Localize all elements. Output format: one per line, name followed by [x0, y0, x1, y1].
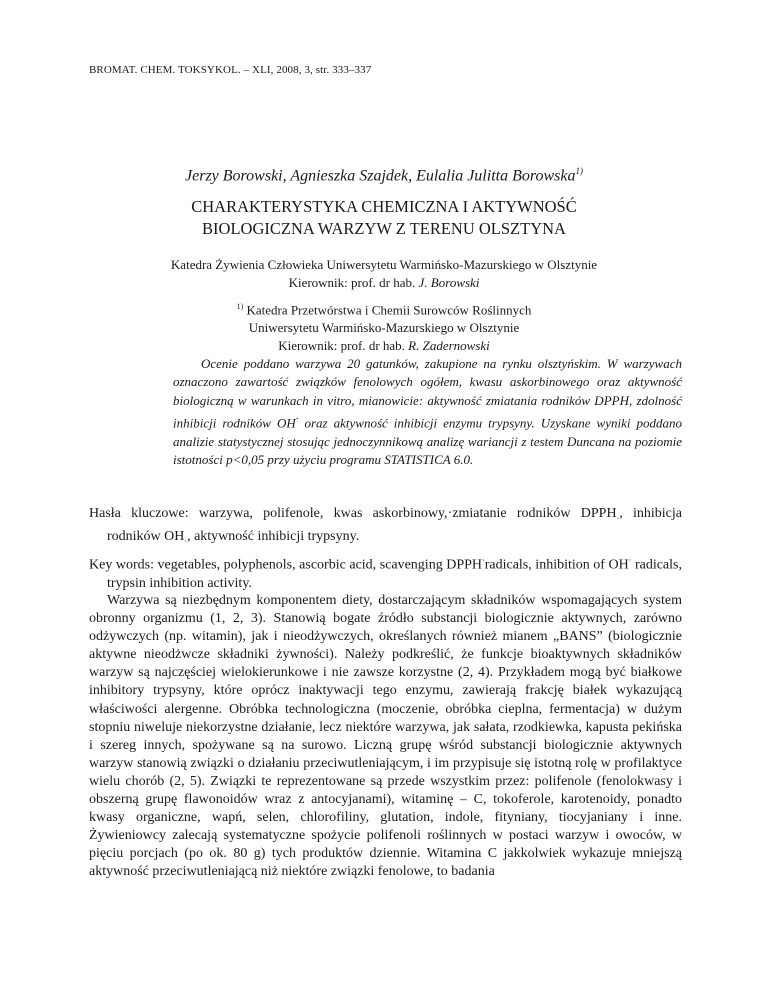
article-title — [0, 196, 768, 240]
keywords-english-sup-1: · — [482, 555, 485, 565]
keywords-polish-d: , aktywność inhibicji trypsyny. — [187, 529, 360, 545]
keywords-polish-a: Hasła kluczowe: warzywa, polifenole, kwas askorbinowy, — [89, 506, 448, 521]
title-line-2: BIOLOGICZNA WARZYW Z TERENU OLSZTYNA — [202, 219, 566, 238]
affiliation-secondary-head — [0, 337, 768, 355]
running-header: BROMAT. CHEM. TOKSYKOL. – XLI, 2008, 3, str. 333–337 — [89, 64, 372, 76]
keywords-polish-sub-1: · — [616, 513, 620, 523]
keywords-polish — [89, 505, 682, 552]
abstract-text-b: oraz aktywność inhibicji enzymu trypsyny. Uzyskane wyniki poddano analizie statystycznej stosując jednoczynnikową analizę wariancji z testem Duncana na poziomie istotności p<0,05 przy użyciu programu STATISTICA 6.0. — [173, 415, 682, 468]
keywords-polish-dot: · — [447, 506, 453, 521]
affiliation-marker: 1) — [575, 166, 583, 176]
affiliation-primary — [0, 256, 768, 292]
keywords-english-c: radicals, trypsin inhibition activity. — [107, 557, 682, 591]
abstract — [173, 355, 682, 470]
affiliation-primary-head — [0, 274, 768, 292]
keywords-english-b: radicals, inhibition of OH — [484, 557, 629, 573]
affiliation-primary-head-name: J. Borowski — [418, 275, 480, 290]
affiliation-secondary-line-2: Uniwersytetu Warmińsko-Mazurskiego w Olsztynie — [248, 320, 520, 336]
keywords-block — [89, 505, 682, 593]
affiliation-secondary-head-prefix: Kierownik: prof. dr hab. — [278, 338, 409, 354]
author-names: Jerzy Borowski, Agnieszka Szajdek, Eulalia Julitta Borowska — [185, 167, 576, 185]
body-paragraph: Warzywa są niezbędnym komponentem diety, dostarczającym składników wspomagających system obronny organizmu (1, 2, 3). Stanowią bogate źródło substancji biologicznie aktywnych, zarówno odżywczych (np. witamin), jak i nieodżywczych, określanych również mianem „BANS” (biologicznie aktywne nieodżwcze składniki żywności). Należy podkreślić, że funkcje bioaktywnych składników warzyw są najczęściej wielokierunkowe i nie zawsze korzystne (2, 4). Przykładem mogą być białkowe inhibitory trypsyny, które oprócz inaktywacji tego enzymu, zawierają frakcję białek wykazującą właściwości alergenne. Obróbka technologiczna (moczenie, obróbka cieplna, fermentacja) w dużym stopniu niweluje niekorzystne działanie, lecz niektóre warzywa, jak sałata, rzodkiewka, kapusta pekińska i szereg innych, spożywane są na surowo. Liczną grupę wśród substancji biologicznie aktywnych warzyw stanowią związki o działaniu przeciwutleniającym, i im przypisuje się istotną rolę w profilaktyce wielu chorób (2, 5). Związki te reprezentowane są przede wszystkim przez: polifenole (fenolokwasy i obszerną grupę flawonoidów wraz z antocyjanami), witaminę – C, tokoferole, karotenoidy, ponadto kwasy organiczne, wapń, selen, chlorofiliny, glutation, indole, fityniany, tiocyjaniany i inne. Żywieniowcy zalecają systematyczne spożycie polifenoli roślinnych w postaci warzyw i owoców, w pięciu porcjach (po ok. 80 g) tych produktów dziennie. Witamina C jakkolwiek wykazuje mniejszą aktywność przeciwutleniającą niż niektóre związki fenolowe, to badania — [89, 593, 682, 880]
affiliation-secondary-marker: 1) — [236, 302, 244, 311]
affiliation-primary-head-prefix: Kierownik: prof. dr hab. — [288, 275, 419, 290]
title-line-1: CHARAKTERYSTYKA CHEMICZNA I AKTYWNOŚĆ — [191, 197, 577, 216]
abstract-text-a: Ocenie poddano warzywa 20 gatunków, zakupione na rynku olsztyńskim. W warzywach oznaczono zawartość związków fenolowych ogółem, kwasu askorbinowego oraz aktywność biologiczną w warunkach in vitro, mianowicie: aktywność zmiatania rodników DPPH, zdolność inhibicji rodników OH — [173, 356, 682, 431]
keywords-english-sup-2: · — [628, 555, 632, 565]
affiliation-secondary-line-1: Katedra Przetwórstwa i Chemii Surowców Roślinnych — [243, 302, 532, 318]
author-list — [0, 166, 768, 185]
keywords-polish-sub-2: · — [184, 537, 188, 547]
keywords-polish-c: , inhibicja rodników OH — [107, 506, 682, 545]
affiliation-secondary — [0, 298, 768, 355]
keywords-english — [89, 552, 682, 594]
keywords-polish-b: zmiatanie rodników DPPH — [452, 506, 617, 521]
abstract-radical-dot: · — [295, 413, 299, 426]
affiliation-secondary-institution — [0, 298, 768, 319]
keywords-english-a: Key words: vegetables, polyphenols, ascorbic acid, scavenging DPPH — [89, 557, 483, 573]
affiliation-primary-institution: Katedra Żywienia Człowieka Uniwersytetu Warmińsko-Mazurskiego w Olsztynie — [170, 257, 598, 272]
affiliation-secondary-head-name: R. Zadernowski — [408, 338, 490, 354]
